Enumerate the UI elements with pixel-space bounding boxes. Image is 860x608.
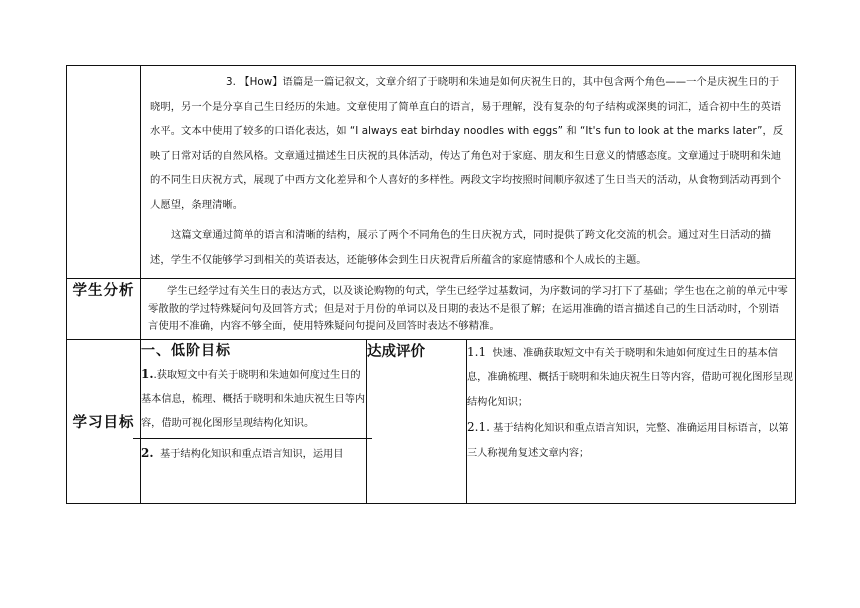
- learning-goals-content-cell: [141, 339, 367, 503]
- evaluation-item-2-number: 2.1.: [467, 420, 490, 434]
- student-analysis-content-cell: [141, 279, 796, 340]
- evaluation-item-2: [467, 415, 795, 466]
- text-analysis-label-cell: [67, 66, 141, 279]
- analysis-paragraph-2: 这篇文章通过简单的语言和清晰的结构，展示了两个不同角色的生日庆祝方式，同时提供了跨文化交流的机会。通过对生日活动的描述，学生不仅能够学习到相关的英语表达，还能够体会到生日庆祝背后所蕴含的家庭情感和个人成长的主题。: [150, 229, 772, 266]
- evaluation-item-2-text: 基于结构化知识和重点语言知识，完整、准确运用目标语言，以第三人称视角复述文章内容；: [467, 423, 789, 459]
- analysis-paragraph-1: 3. 【How】语篇是一篇记叙文，文章介绍了于晓明和朱迪是如何庆祝生日的，其中包含两个角色——一个是庆祝生日的于晓明，另一个是分享自己生日经历的朱迪。文章使用了简单直白的语言，易于理解，没有复杂的句子结构或深奥的词汇，适合初中生的英语水平。文本中使用了较多的口语化表达，如 “I always eat birhday noodles with eggs” 和 “It's fun to look at the marks later”，反映了日常对话的自然风格。文章通过描述生日庆祝的具体活动，传达了角色对于家庭、朋友和生日意义的情感态度。文章通过于晓明和朱迪的不同生日庆祝方式，展现了中西方文化差异和个人喜好的多样性。两段文字均按照时间顺序叙述了生日当天的活动，从食物到活动再到个人愿望，条理清晰。: [150, 76, 784, 211]
- goal-2: [141, 441, 366, 467]
- goal-1-number: 1.: [141, 366, 154, 381]
- goal-2-number: 2.: [141, 445, 154, 460]
- student-analysis-label: 学生分析: [67, 279, 141, 340]
- text-analysis-row: [67, 66, 796, 279]
- evaluation-content-cell: [467, 339, 796, 503]
- evaluation-item-1-text: 快速、准确获取短文中有关于晓明和朱迪如何度过生日的基本信息，准确梳理、概括于晓明和朱迪庆祝生日等内容，借助可视化图形呈现结构化知识；: [467, 347, 793, 408]
- goal-1-text: .获取短文中有关于晓明和朱迪如何度过生日的基本信息，梳理、概括于晓明和朱迪庆祝生日等内容，借助可视化图形呈现结构化知识。: [141, 369, 366, 429]
- evaluation-label: 达成评价: [367, 339, 467, 503]
- goal-divider: [133, 438, 372, 439]
- learning-goals-label: 学习目标: [67, 339, 141, 503]
- evaluation-item-1-number: 1.1: [467, 344, 487, 359]
- lesson-plan-table: [66, 65, 796, 504]
- learning-goals-row: [67, 339, 796, 503]
- low-level-goals-heading: 一、低阶目标: [141, 342, 231, 359]
- goal-1: [141, 362, 366, 436]
- goal-2-text: 基于结构化知识和重点语言知识，运用目: [160, 448, 344, 460]
- evaluation-item-1: [467, 340, 795, 416]
- student-analysis-row: [67, 279, 796, 340]
- student-analysis-text: 学生已经学过有关生日的表达方式，以及谈论购物的句式，学生已经学过基数词，为序数词的学习打下了基础；学生也在之前的单元中零零散散的学过特殊疑问句及回答方式；但是对于月份的单词以及日期的表达不是很了解；在运用准确的语言描述自己的生日活动时，个别语言使用不准确，内容不够全面，使用特殊疑问句提问及回答时表达不够精准。: [148, 285, 788, 332]
- text-analysis-content-cell: [141, 66, 796, 279]
